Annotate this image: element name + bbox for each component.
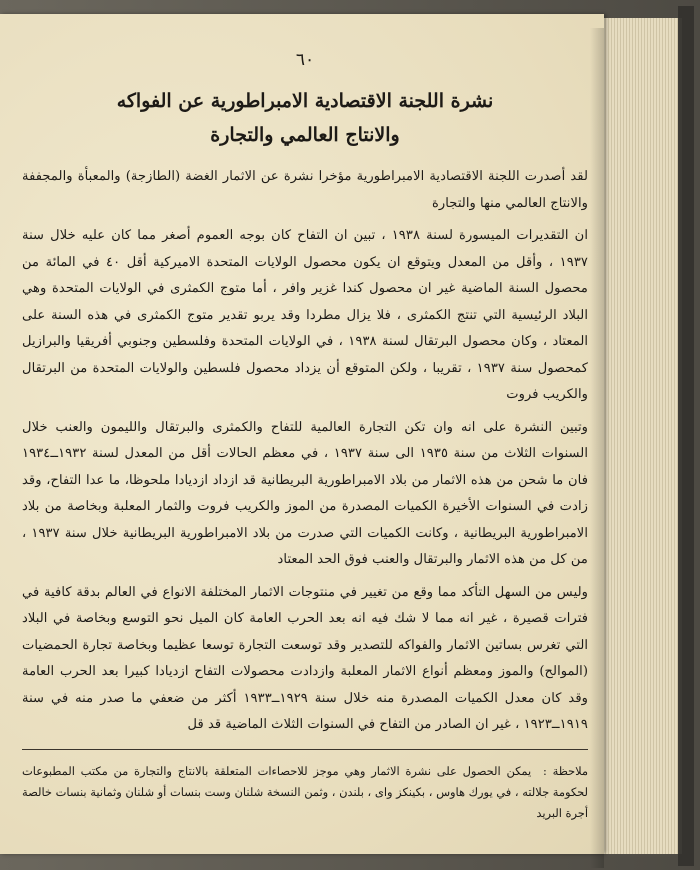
footnote-label: ملاحظة : <box>542 763 588 778</box>
paragraph-trade: وتبين النشرة على انه وان تكن التجارة العالمية للتفاح والكمثرى والبرتقال والليمون والعنب خلال السنوات الثلاث من سنة ١٩٣٥ الى سنة ١٩٣٧ ، في معظم الحالات أقل من المعدل لسنة ١٩٣٢ــ١٩٣٤ فان ما شحن من هذه الاثمار من بلاد الامبراطورية البريطانية قد ازداد ازديادا ملحوظا، ما عدا التفاح، وقد زادت في السنوات الأخيرة الكميات المصدرة من الموز والكريب فروت والثمار المعلبة وبخاصة من بلاد الامبراطورية البريطانية ، وكانت الكميات التي صدرت من بلاد الامبراطورية البريطانية خلال سنة ١٩٣٧ ، من كل من هذه الاثمار والبرتقال والعنب فوق الحد المعتاد <box>22 419 588 567</box>
footnote <box>22 761 588 824</box>
article-title <box>22 84 588 152</box>
title-line-1: نشرة اللجنة الاقتصادية الامبراطورية عن الفواكه <box>116 90 494 112</box>
page-stack-edges <box>600 18 682 854</box>
footnote-text: يمكن الحصول على نشرة الاثمار وهي موجز للاحصاءات المتعلقة بالانتاج والتجارة من مكتب المطبوعات لحكومة جلالته ، في يورك هاوس ، بكينكز واى ، بلندن ، وثمن النسخة شلنان وست بنسات أو شلنان وثمانية بنسات خالصة أجرة البريد <box>22 763 588 820</box>
title-line-2: والانتاج العالمي والتجارة <box>210 124 400 146</box>
paragraph-production: وليس من السهل التأكد مما وقع من تغيير في منتوجات الاثمار المختلفة الانواع في العالم بدقة كافية في فترات قصيرة ، غير انه مما لا شك فيه انه بعد الحرب العامة كان الميل نحو التوسع وبخاصة في البلاد التي تغرس بساتين الاثمار والفواكه للتصدير وقد توسعت التجارة توسعا عظيما وبخاصة تجارة الحمضيات (الموالح) والموز ومعظم أنواع الاثمار المعلبة وازدادت محصولات التفاح ازديادا كبيرا بعد الحرب العامة وقد كان معدل الكميات المصدرة منه خلال سنة ١٩٢٩ــ١٩٣٣ أكثر من ضعفي ما صدر منه في سنة ١٩١٩ــ١٩٢٣ ، غير ان الصادر من التفاح في السنوات الثلاث الماضية قد قل <box>22 584 588 732</box>
paragraph-intro: لقد أصدرت اللجنة الاقتصادية الامبراطورية مؤخرا نشرة عن الاثمار الغضة (الطازجة) والمعبأة والمجففة والانتاج العالمي منها والتجارة <box>22 169 588 211</box>
page-number: ٦٠ <box>295 50 315 70</box>
binding-shadow <box>590 28 604 868</box>
footnote-divider <box>22 749 588 750</box>
paragraph-estimates: ان التقديرات الميسورة لسنة ١٩٣٨ ، تبين ان التفاح كان بوجه العموم أصغر مما كان عليه خلال سنة ١٩٣٧ ، وأقل من المعدل ويتوقع ان يكون محصول الولايات المتحدة الاميركية أقل ٤٠ في المائة من محصول السنة الماضية غير ان محصول كندا غزير وافر ، أما متوج الكمثرى في الولايات المتحدة وهي البلاد الرئيسية التي تنتج الكمثرى ، فلا يزال مطردا وقد يربو تقدير متوج الكمثرى في هذه السنة على المعتاد ، وكان محصول البرتقال لسنة ١٩٣٨ ، في الولايات المتحدة وفلسطين وجنوبي أفريقيا والبرازيل كمحصول سنة ١٩٣٧ ، تقريبا ، ولكن المتوقع أن يزداد محصول فلسطين والولايات المتحدة من البرتقال والكريب فروت <box>22 228 588 402</box>
page-content <box>22 50 588 835</box>
